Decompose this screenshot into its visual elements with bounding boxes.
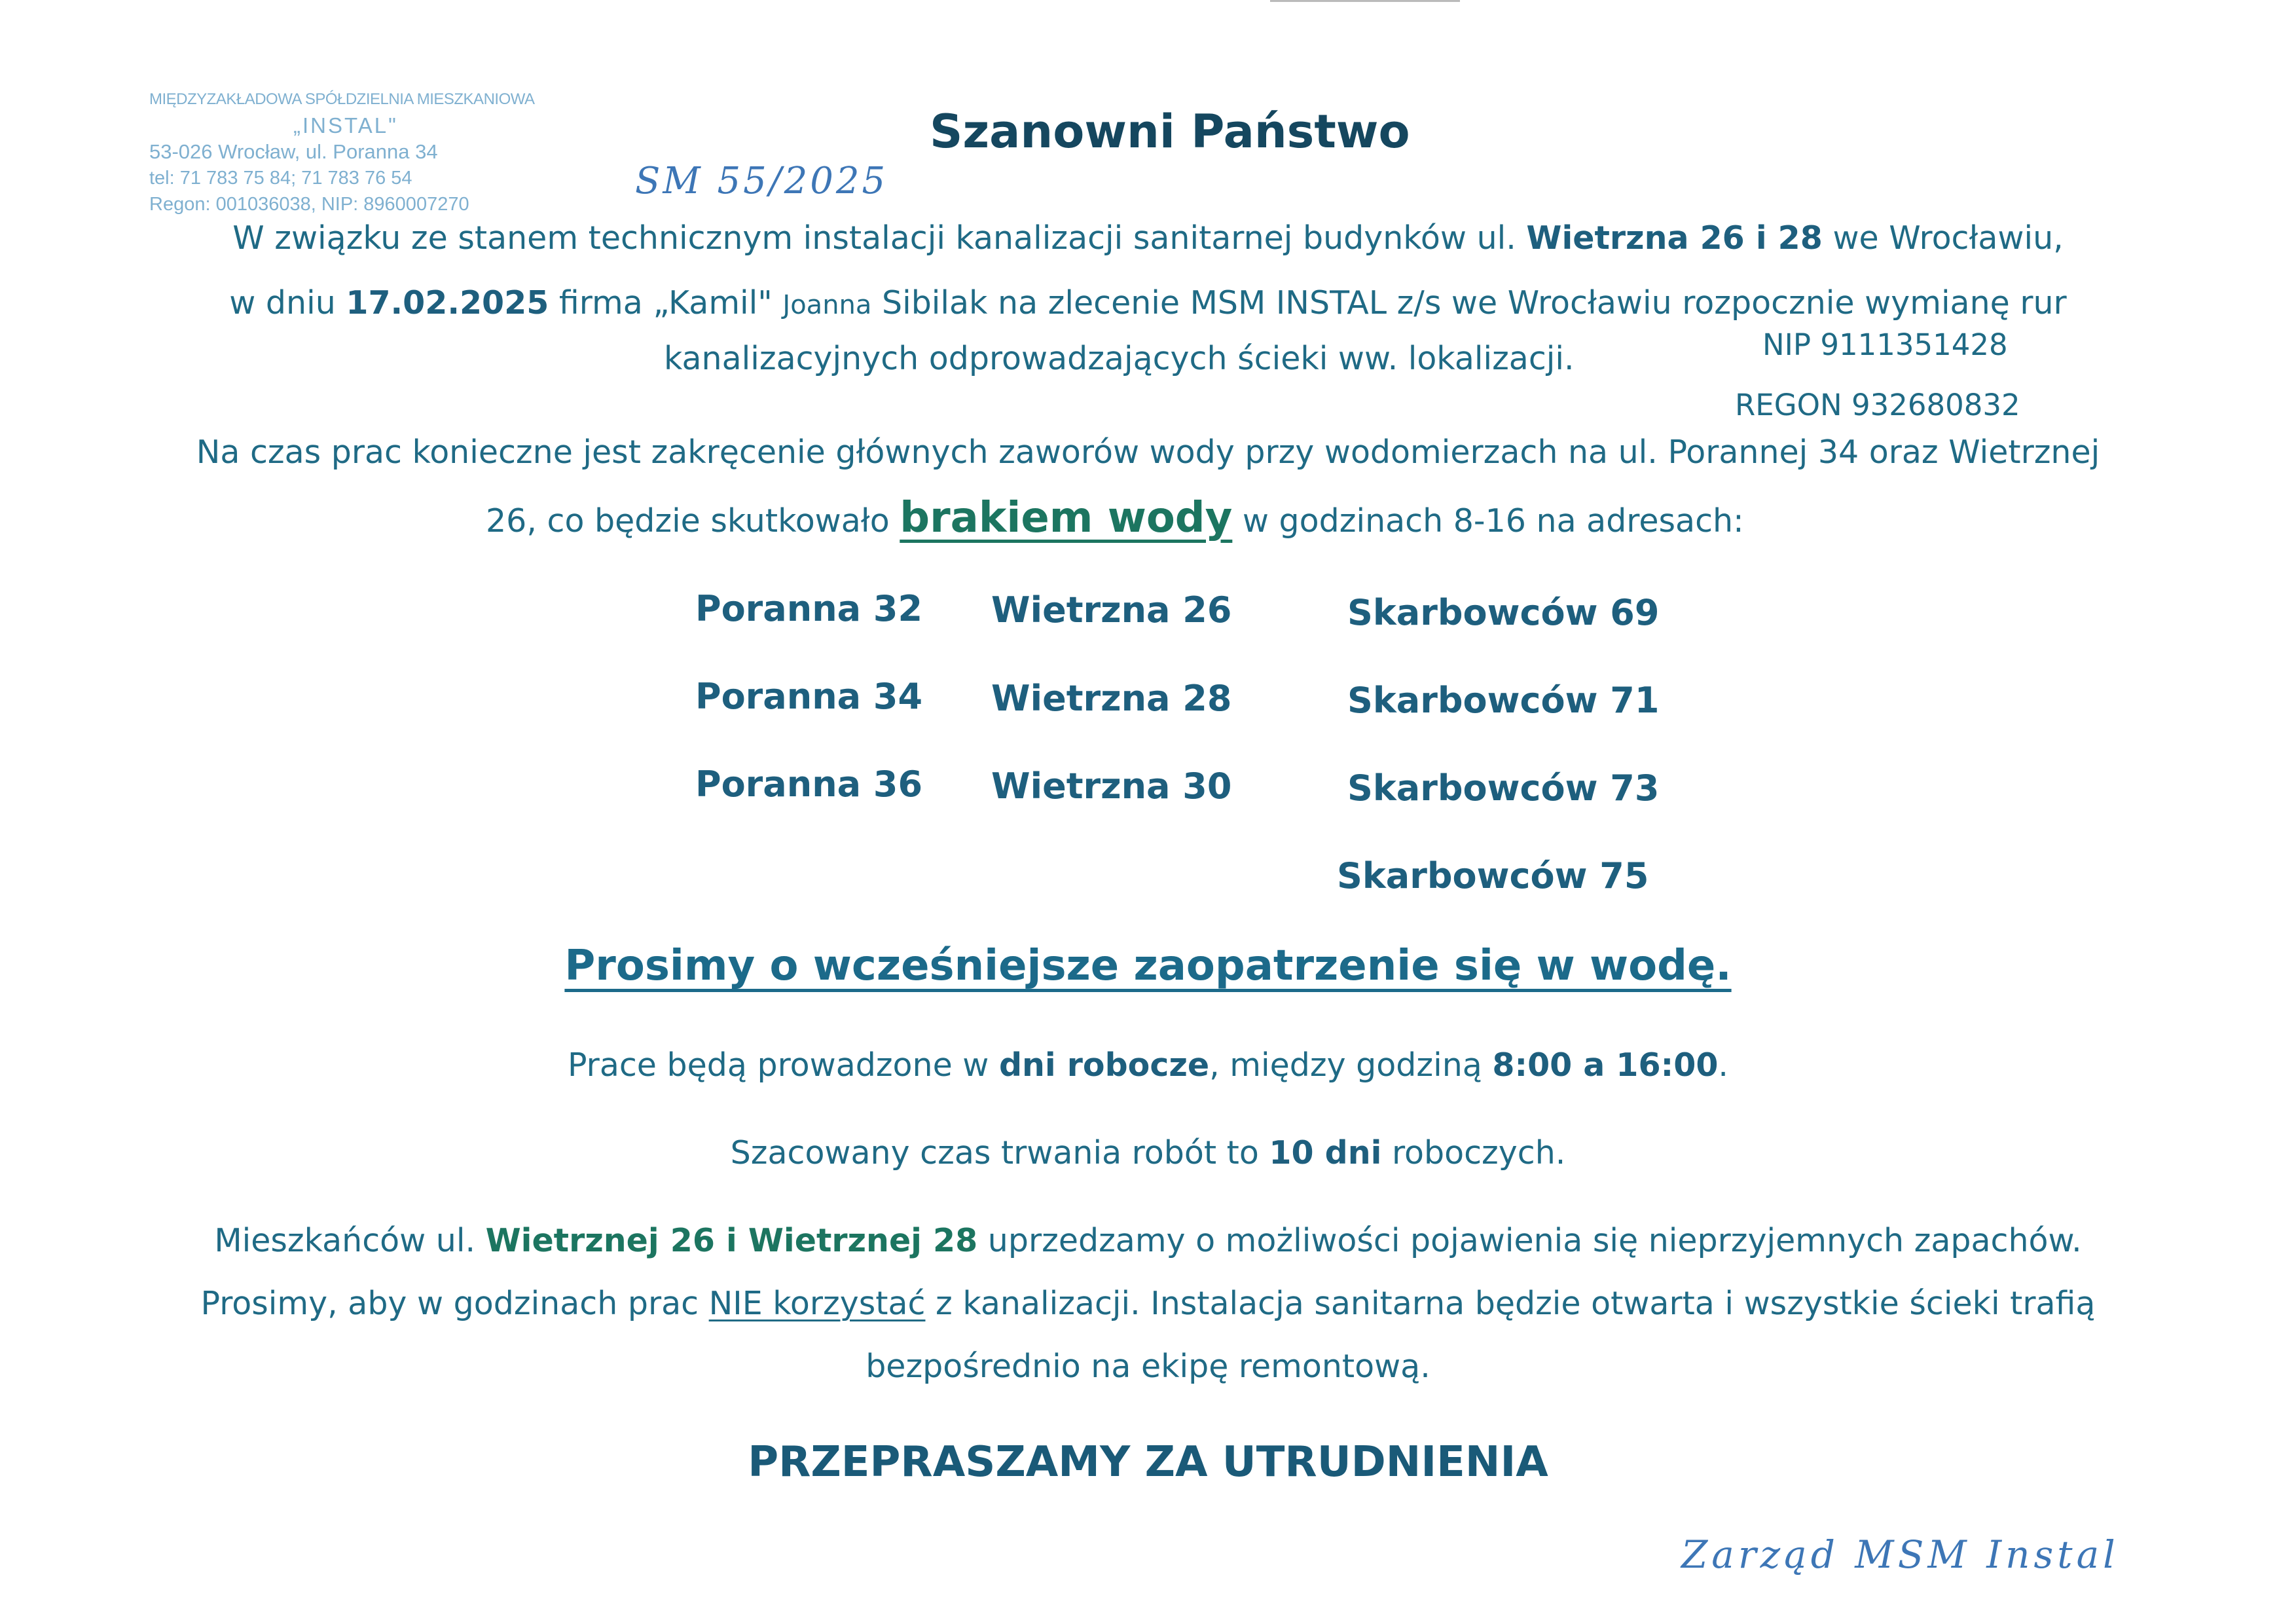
intro-text: Sibilak na zlecenie MSM INSTAL z/s we Wrocławiu rozpocznie wymianę rur (871, 284, 2067, 322)
cooperative-stamp (149, 86, 535, 217)
address-item: Skarbowców 69 (1347, 592, 1660, 633)
water-request-heading (0, 942, 2296, 990)
outage-line-2 (486, 485, 1744, 555)
contractor-regon: REGON 932680832 (1735, 388, 2020, 422)
intro-line-3: kanalizacyjnych odprowadzających ścieki ww. lokalizacji. (664, 340, 1575, 377)
stamp-line-1: MIĘDZYZAKŁADOWA SPÓŁDZIELNIA MIESZKANIOWA (149, 90, 535, 108)
address-item: Skarbowców 75 (1337, 855, 1649, 896)
intro-text: W związku ze stanem technicznym instalacji kanalizacji sanitarnej budynków ul. (232, 219, 1527, 257)
intro-text: w dniu (229, 284, 346, 322)
start-date: 17.02.2025 (346, 284, 549, 322)
smell-line-3: bezpośrednio na ekipę remontową. (866, 1348, 1430, 1385)
work-hours-line (0, 1046, 2296, 1084)
scan-edge-line (1270, 0, 1460, 2)
hours-text: Prace będą prowadzone w (567, 1046, 999, 1084)
hours-text: , między godziną (1209, 1046, 1493, 1084)
intro-line-1 (0, 205, 2296, 272)
page-title: Szanowni Państwo (930, 105, 1410, 158)
address-item: Poranna 36 (695, 764, 923, 805)
work-hours: 8:00 a 16:00 (1492, 1046, 1719, 1084)
outage-text: w godzinach 8-16 na adresach: (1232, 502, 1744, 540)
smell-text: Prosimy, aby w godzinach prac (200, 1285, 709, 1322)
water-outage-emphasis: brakiem wody (900, 494, 1233, 542)
smell-text: Mieszkańców ul. (214, 1222, 486, 1259)
contractor-first-name: Joanna (782, 290, 872, 320)
handwritten-reference: SM 55/2025 (635, 160, 888, 202)
smell-line-1 (0, 1222, 2296, 1259)
intro-buildings: Wietrzna 26 i 28 (1526, 219, 1823, 257)
water-request-text: Prosimy o wcześniejsze zaopatrzenie się w wodę. (564, 942, 1732, 990)
smell-text: uprzedzamy o możliwości pojawienia się nieprzyjemnych zapachów. (977, 1222, 2082, 1259)
smell-line-2 (0, 1285, 2296, 1322)
handwritten-signature: Zarząd MSM Instal (1681, 1532, 2119, 1577)
outage-line-1: Na czas prac konieczne jest zakręcenie głównych zaworów wody przy wodomierzach na ul. Porannej 34 oraz Wietrznej (196, 434, 2100, 471)
address-item: Wietrzna 26 (991, 589, 1232, 631)
address-item: Skarbowców 71 (1347, 680, 1660, 721)
outage-text: 26, co będzie skutkowało (486, 502, 900, 540)
address-item: Poranna 34 (695, 676, 923, 717)
work-days: dni robocze (998, 1046, 1210, 1084)
address-item: Wietrzna 28 (991, 678, 1232, 719)
address-item: Skarbowców 73 (1347, 767, 1660, 809)
smell-text: z kanalizacji. Instalacja sanitarna będzie otwarta i wszystkie ścieki trafią (925, 1285, 2096, 1322)
stamp-line-4: tel: 71 783 75 84; 71 783 76 54 (149, 168, 412, 189)
stamp-line-3: 53-026 Wrocław, ul. Poranna 34 (149, 140, 438, 163)
duration-text: Szacowany czas trwania robót to (730, 1134, 1269, 1172)
duration-days: 10 dni (1269, 1134, 1382, 1172)
smell-buildings: Wietrznej 26 i Wietrznej 28 (485, 1222, 978, 1259)
stamp-line-2: „INSTAL" (293, 113, 398, 138)
duration-line (0, 1134, 2296, 1172)
intro-text: we Wrocławiu, (1822, 219, 2064, 257)
stamp-line-5: Regon: 001036038, NIP: 8960007270 (149, 194, 469, 215)
address-item: Poranna 32 (695, 588, 923, 629)
apology-heading: PRZEPRASZAMY ZA UTRUDNIENIA (748, 1438, 1548, 1486)
contractor-nip: NIP 9111351428 (1762, 327, 2008, 362)
hours-text: . (1718, 1046, 1728, 1084)
do-not-use-warning: NIE korzystać (708, 1285, 926, 1322)
duration-text: roboczych. (1381, 1134, 1566, 1172)
address-item: Wietrzna 30 (991, 766, 1232, 807)
intro-text: firma „Kamil" (549, 284, 783, 322)
